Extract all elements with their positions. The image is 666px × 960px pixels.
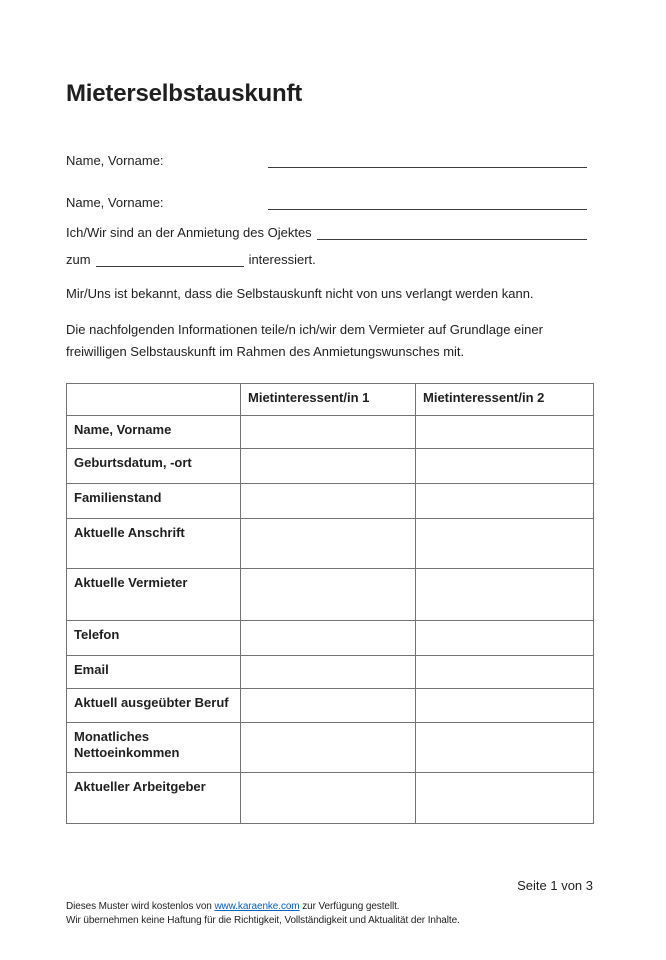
table-header-empty bbox=[67, 384, 241, 416]
interest-line-2-suffix: interessiert. bbox=[248, 252, 316, 267]
applicant-2-cell[interactable] bbox=[416, 416, 594, 449]
applicant-2-cell[interactable] bbox=[416, 689, 594, 723]
footer-credit-prefix: Dieses Muster wird kostenlos von bbox=[66, 901, 215, 912]
table-row bbox=[67, 621, 594, 656]
table-row bbox=[67, 689, 594, 723]
date-blank[interactable] bbox=[96, 251, 244, 267]
intro-line-2: freiwilligen Selbstauskunft im Rahmen des Anmietungswunsches mit. bbox=[66, 344, 465, 359]
row-label: Geburtsdatum, -ort bbox=[67, 449, 241, 484]
applicant-2-cell[interactable] bbox=[416, 519, 594, 569]
row-label: Aktuell ausgeübter Beruf bbox=[67, 689, 241, 723]
applicants-table bbox=[66, 383, 594, 824]
applicant-1-cell[interactable] bbox=[241, 656, 416, 689]
footer-credit-line bbox=[66, 900, 626, 913]
notice-text: Mir/Uns ist bekannt, dass die Selbstauskunft nicht von uns verlangt werden kann. bbox=[66, 286, 534, 301]
applicant-1-cell[interactable] bbox=[241, 416, 416, 449]
row-label: Name, Vorname bbox=[67, 416, 241, 449]
applicant-1-cell[interactable] bbox=[241, 773, 416, 824]
applicant-2-cell[interactable] bbox=[416, 569, 594, 621]
applicant-1-cell[interactable] bbox=[241, 723, 416, 773]
table-row bbox=[67, 723, 594, 773]
table-row bbox=[67, 416, 594, 449]
applicant-2-cell[interactable] bbox=[416, 723, 594, 773]
applicant-2-cell[interactable] bbox=[416, 621, 594, 656]
table-row bbox=[67, 656, 594, 689]
row-label: Aktueller Arbeitgeber bbox=[67, 773, 241, 824]
name-field-label-1: Name, Vorname: bbox=[66, 153, 164, 168]
name-field-blank-2[interactable] bbox=[268, 194, 587, 210]
name-field-label-2: Name, Vorname: bbox=[66, 195, 164, 210]
applicant-2-cell[interactable] bbox=[416, 656, 594, 689]
interest-line-1 bbox=[66, 224, 587, 240]
applicant-1-cell[interactable] bbox=[241, 621, 416, 656]
footer-credit-suffix: zur Verfügung gestellt. bbox=[299, 901, 400, 912]
name-field-blank-1[interactable] bbox=[268, 152, 587, 168]
table-row bbox=[67, 484, 594, 519]
applicant-1-cell[interactable] bbox=[241, 569, 416, 621]
table-row bbox=[67, 569, 594, 621]
applicant-1-cell[interactable] bbox=[241, 484, 416, 519]
applicant-2-cell[interactable] bbox=[416, 449, 594, 484]
table-row bbox=[67, 519, 594, 569]
intro-line-1: Die nachfolgenden Informationen teile/n ich/wir dem Vermieter auf Grundlage einer bbox=[66, 322, 543, 337]
interest-line-2 bbox=[66, 251, 587, 267]
table-header-applicant-1: Mietinteressent/in 1 bbox=[241, 384, 416, 416]
applicant-2-cell[interactable] bbox=[416, 773, 594, 824]
page-title: Mieterselbstauskunft bbox=[66, 80, 303, 107]
interest-line-2-prefix: zum bbox=[66, 252, 91, 267]
applicant-1-cell[interactable] bbox=[241, 519, 416, 569]
row-label: Email bbox=[67, 656, 241, 689]
row-label: Familienstand bbox=[67, 484, 241, 519]
row-label: Aktuelle Anschrift bbox=[67, 519, 241, 569]
table-header-row bbox=[67, 384, 594, 416]
applicant-1-cell[interactable] bbox=[241, 449, 416, 484]
row-label: Telefon bbox=[67, 621, 241, 656]
row-label: Aktuelle Vermieter bbox=[67, 569, 241, 621]
object-blank[interactable] bbox=[317, 224, 587, 240]
applicant-2-cell[interactable] bbox=[416, 484, 594, 519]
footer-link[interactable]: www.karaenke.com bbox=[214, 901, 300, 912]
interest-line-1-text: Ich/Wir sind an der Anmietung des Ojektes bbox=[66, 225, 312, 240]
table-row bbox=[67, 449, 594, 484]
page-indicator: Seite 1 von 3 bbox=[517, 878, 593, 893]
table-header-applicant-2: Mietinteressent/in 2 bbox=[416, 384, 594, 416]
row-label: Monatliches Nettoeinkommen bbox=[67, 723, 241, 773]
table-row bbox=[67, 773, 594, 824]
applicant-1-cell[interactable] bbox=[241, 689, 416, 723]
footer-disclaimer: Wir übernehmen keine Haftung für die Richtigkeit, Vollständigkeit und Aktualität der Inhalte. bbox=[66, 915, 460, 926]
name-field-row-1 bbox=[66, 150, 587, 168]
name-field-row-2 bbox=[66, 192, 587, 210]
